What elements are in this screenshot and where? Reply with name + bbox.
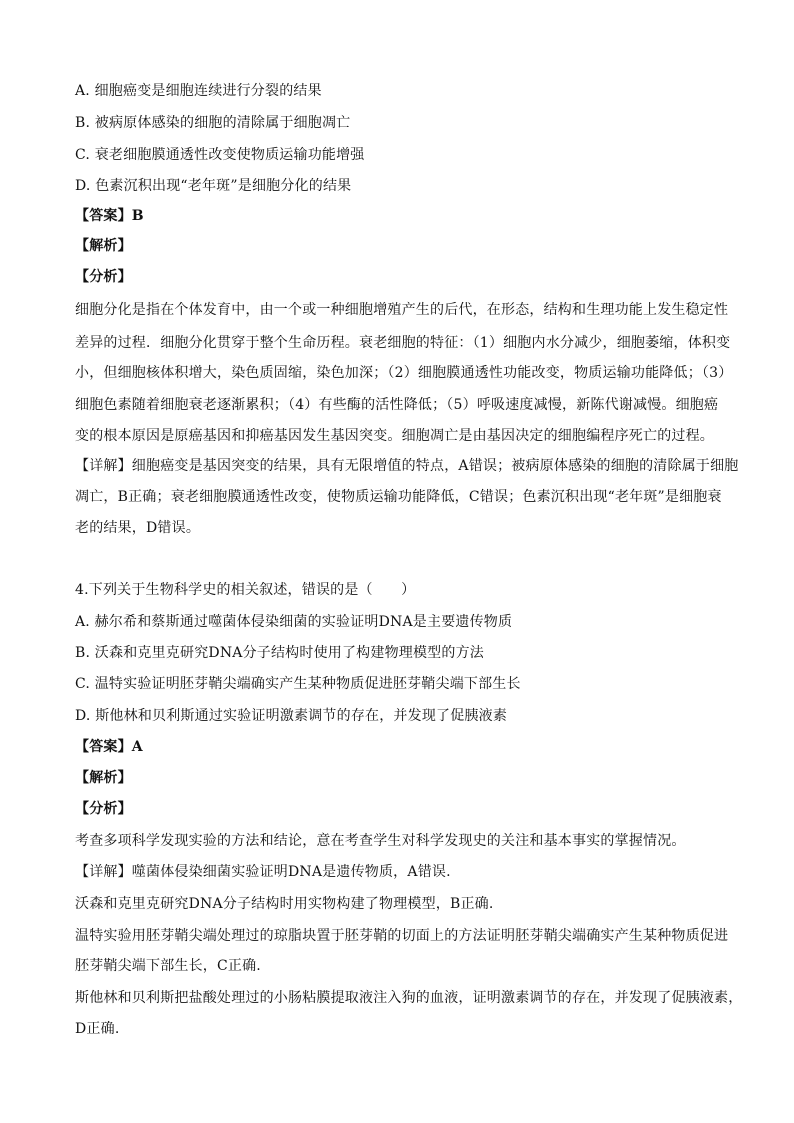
q4-xiangjie-line-1: 【详解】噬菌体侵染细菌实验证明DNA是遗传物质，A错误. <box>75 864 451 880</box>
q4-fenxi-line-1: 考查多项科学发现实验的方法和结论，意在考查学生对科学发现史的关注和基本事实的掌握情况。 <box>75 833 686 849</box>
q3-answer: 【答案】B <box>75 208 144 224</box>
q3-fenxi-line-5: 变的根本原因是原癌基因和抑癌基因发生基因突变。细胞凋亡是由基因决定的细胞编程序死亡的过程。 <box>75 428 714 444</box>
q3-xiangjie-line-1: 【详解】细胞癌变是基因突变的结果，具有无限增值的特点，A错误；被病原体感染的细胞的清除属于细胞 <box>75 458 739 474</box>
q4-fenxi-heading: 【分析】 <box>75 801 132 817</box>
q3-xiangjie-line-2: 凋亡，B正确；衰老细胞膜通透性改变，使物质运输功能降低，C错误；色素沉积出现“老年斑”是细胞衰 <box>75 489 722 505</box>
q3-option-d: D. 色素沉积出现“老年斑”是细胞分化的结果 <box>75 178 352 194</box>
q3-fenxi-line-2: 差异的过程．细胞分化贯穿于整个生命历程。衰老细胞的特征：（1）细胞内水分减少，细胞萎缩，体积变 <box>75 335 731 351</box>
q4-jiexi-heading: 【解析】 <box>75 770 132 786</box>
q4-xiangjie-line-4: 胚芽鞘尖端下部生长，C正确. <box>75 958 261 974</box>
q4-xiangjie-line-5: 斯他林和贝利斯把盐酸处理过的小肠粘膜提取液注入狗的血液，证明激素调节的存在，并发现了促胰液素， <box>75 990 743 1006</box>
q4-option-c: C. 温特实验证明胚芽鞘尖端确实产生某种物质促进胚芽鞘尖端下部生长 <box>75 676 521 692</box>
q4-answer: 【答案】A <box>75 739 143 755</box>
q3-jiexi-heading: 【解析】 <box>75 238 132 254</box>
q4-xiangjie-line-3: 温特实验用胚芽鞘尖端处理过的琼脂块置于胚芽鞘的切面上的方法证明胚芽鞘尖端确实产生某种物质促进 <box>75 928 729 944</box>
q4-xiangjie-line-6: D正确. <box>75 1021 120 1037</box>
q3-xiangjie-line-3: 老的结果，D错误。 <box>75 520 201 536</box>
q3-fenxi-line-3: 小，但细胞核体积增大，染色质固缩，染色加深；（2）细胞膜通透性功能改变，物质运输功能降低；（3） <box>75 365 733 381</box>
q3-option-c: C. 衰老细胞膜通透性改变使物质运输功能增强 <box>75 147 365 163</box>
q3-fenxi-heading: 【分析】 <box>75 269 132 285</box>
q4-stem: 4.下列关于生物科学史的相关叙述，错误的是（ ） <box>75 582 416 598</box>
q3-option-a: A. 细胞癌变是细胞连续进行分裂的结果 <box>75 83 322 99</box>
q3-option-b: B. 被病原体感染的细胞的清除属于细胞凋亡 <box>75 115 351 131</box>
q4-option-b: B. 沃森和克里克研究DNA分子结构时使用了构建物理模型的方法 <box>75 645 484 661</box>
q4-option-a: A. 赫尔希和蔡斯通过噬菌体侵染细菌的实验证明DNA是主要遗传物质 <box>75 614 513 630</box>
q3-fenxi-line-1: 细胞分化是指在个体发育中，由一个或一种细胞增殖产生的后代，在形态，结构和生理功能上发生稳定性 <box>75 302 729 318</box>
q3-fenxi-line-4: 细胞色素随着细胞衰老逐渐累积；（4）有些酶的活性降低；（5）呼吸速度减慢，新陈代谢减慢。细胞癌 <box>75 397 719 413</box>
q4-xiangjie-line-2: 沃森和克里克研究DNA分子结构时用实物构建了物理模型，B正确. <box>75 896 494 912</box>
q4-option-d: D. 斯他林和贝利斯通过实验证明激素调节的存在，并发现了促胰液素 <box>75 708 508 724</box>
